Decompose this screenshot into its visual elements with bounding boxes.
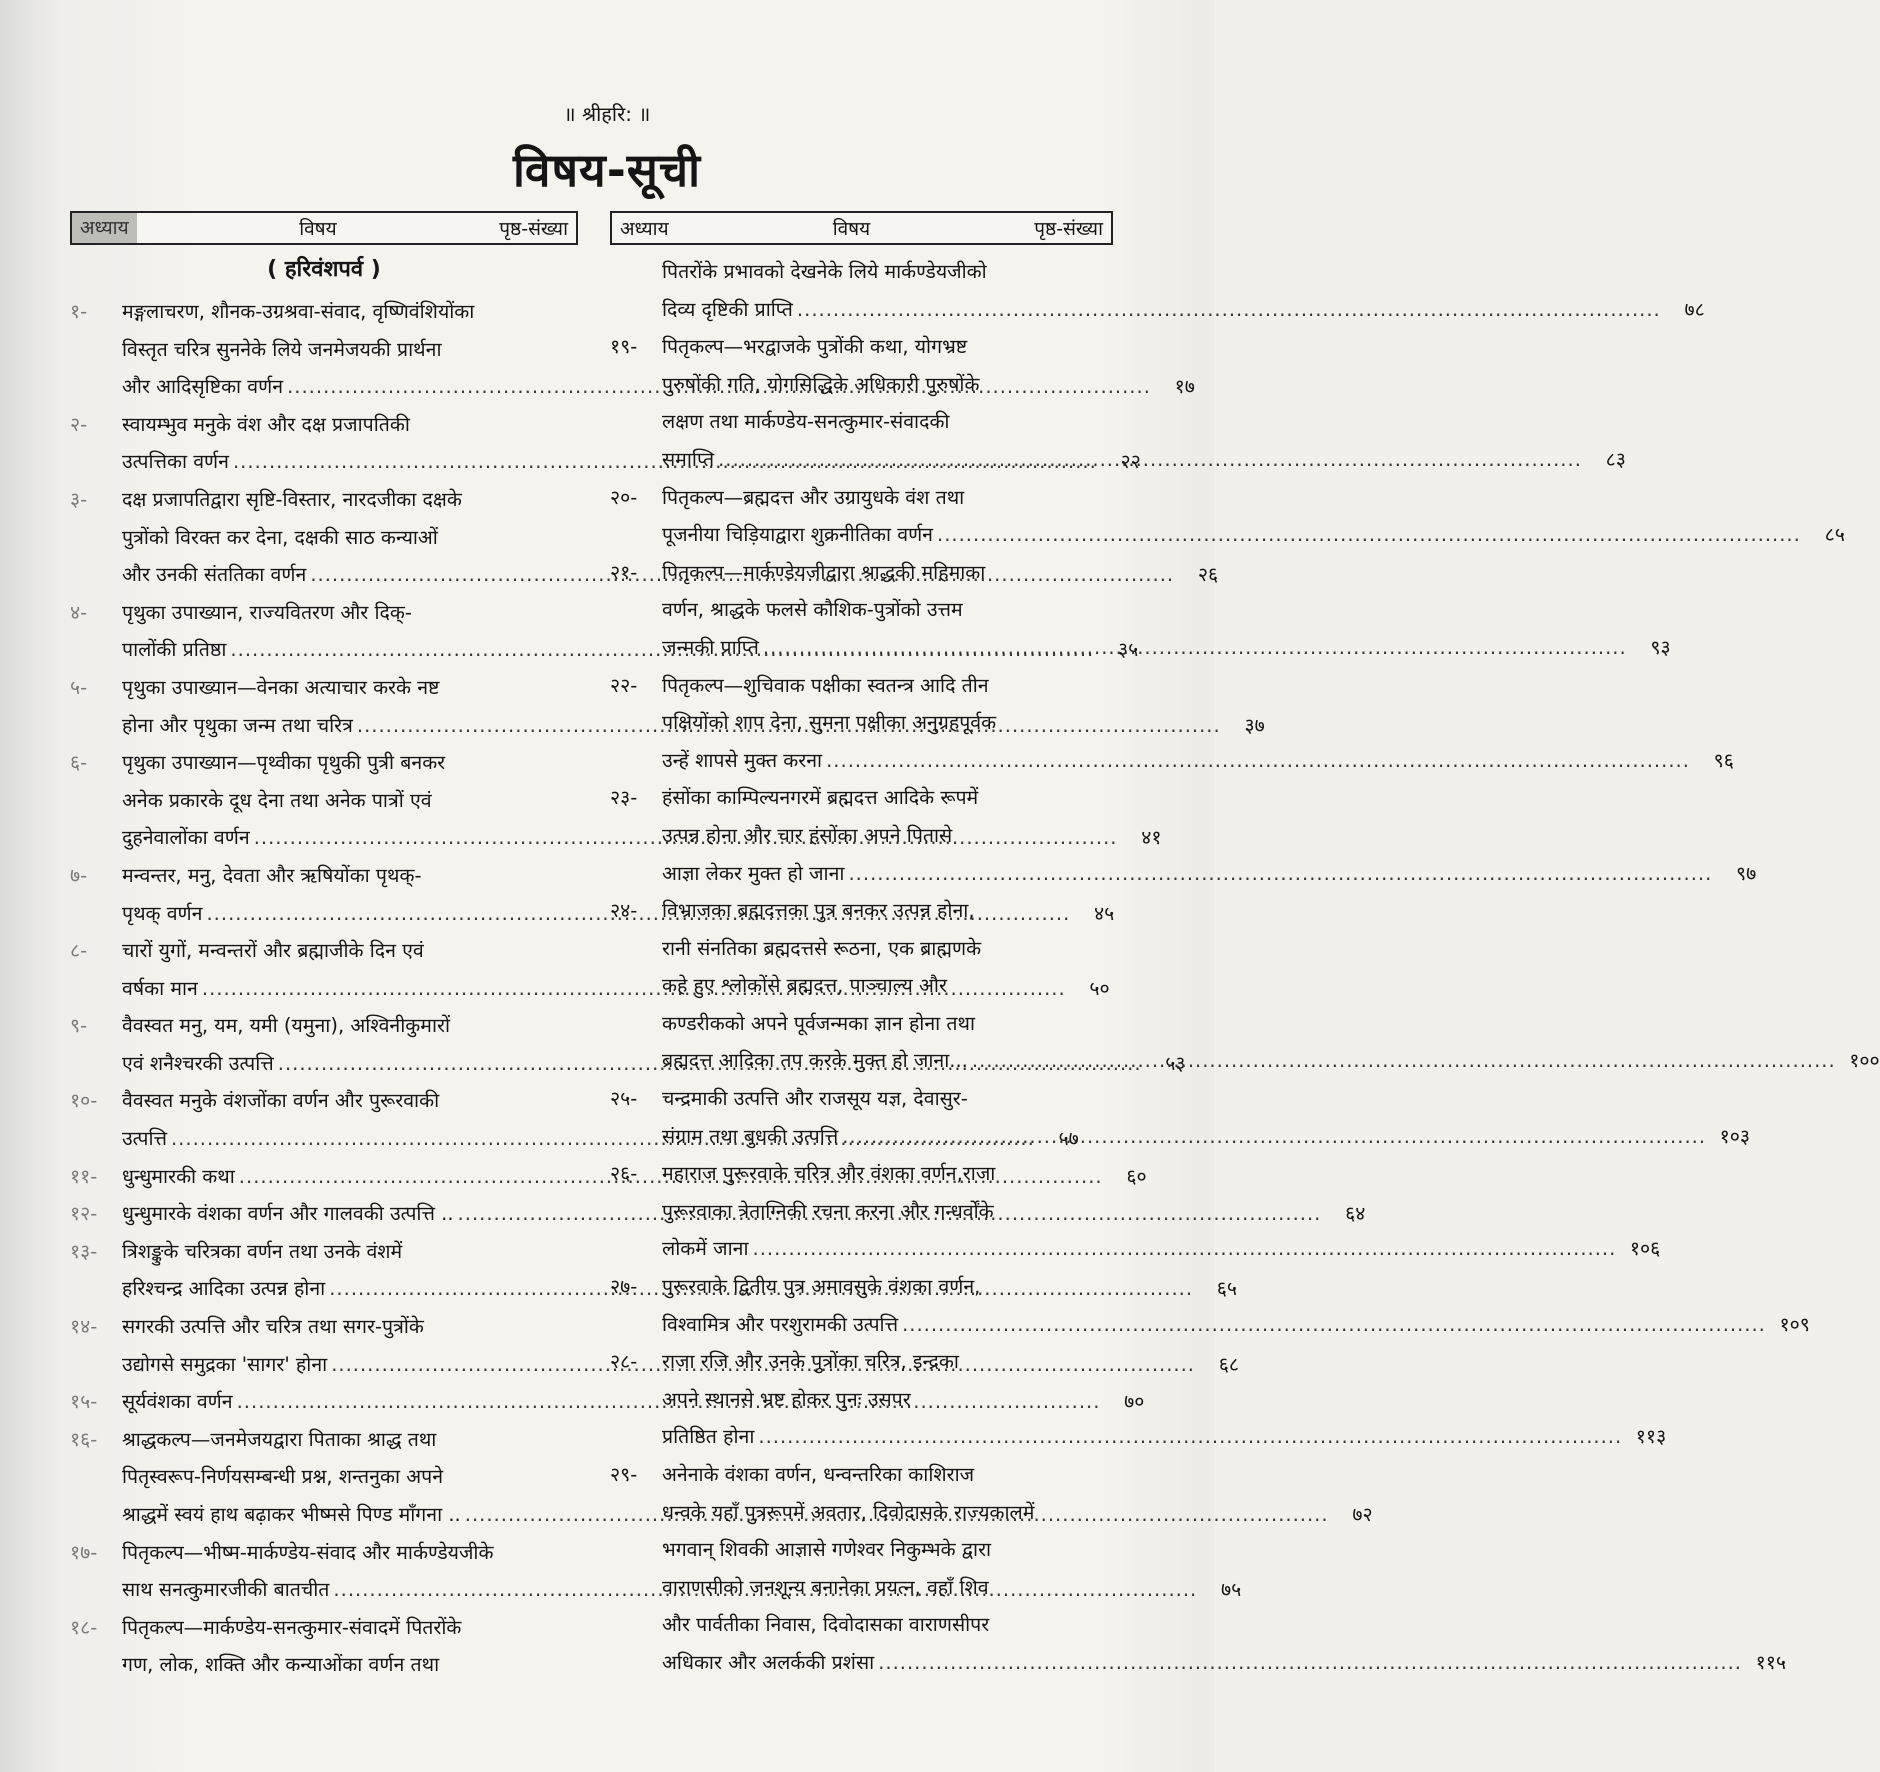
toc-entry (610, 479, 1845, 554)
page-number: ९७ (1736, 861, 1757, 885)
entry-line: ब्रह्मदत्त आदिका तप करके मुक्त हो जाना... (662, 1049, 968, 1073)
entry-line: धुन्धुमारके वंशका वर्णन और गालवकी उत्पत्ति .. (122, 1202, 454, 1226)
entry-line: वाराणसीको जनशून्य बनानेका प्रयत्न, वहाँ शिव (662, 1575, 989, 1599)
entry-line: हरिश्चन्द्र आदिका उत्पन्न होना (122, 1277, 326, 1301)
page-number: ५७ (1058, 1127, 1079, 1151)
entry-line: आज्ञा लेकर मुक्त हो जाना (662, 861, 845, 885)
leader-dots (933, 516, 1805, 554)
chapter-number: २४- (610, 899, 638, 923)
entry-line: अनेनाके वंशका वर्णन, धन्वन्तरिका काशिराज (662, 1463, 975, 1486)
chapter-number: ५- (70, 675, 88, 699)
entry-line: पुरूरवाका त्रेताग्निकी रचना करना और गन्धर्वोंके (662, 1199, 994, 1223)
chapter-number: १९- (610, 335, 638, 359)
chapter-number: ७- (70, 863, 88, 887)
entry-line: गण, लोक, शक्ति और कन्याओंका वर्णन तथा (122, 1653, 440, 1677)
entry-line: पृथुका उपाख्यान—वेनका अत्याचार करके नष्ट (122, 675, 440, 699)
leader-dots (968, 1042, 1840, 1080)
entry-line: दुहनेवालोंका वर्णन (122, 826, 250, 850)
entry-line: उत्पत्तिका वर्णन (122, 450, 229, 474)
entry-line: पृथक् वर्णन (122, 901, 203, 925)
entry-line: विभ्राजका ब्रह्मदत्तका पुत्र बनकर उत्पन्न होना, (662, 899, 975, 923)
page-number: ४५ (1094, 901, 1115, 925)
entry-text (662, 1155, 1660, 1268)
chapter-number: १३- (70, 1239, 98, 1263)
chapter-number: २३- (610, 786, 638, 810)
entry-text (662, 554, 1671, 667)
entry-line: पितृस्वरूप-निर्णयसम्बन्धी प्रश्न, शन्तनुका अपने (122, 1465, 444, 1489)
entry-text (122, 1609, 578, 1684)
entry-line: पूजनीया चिड़ियाद्वारा शुक्रनीतिका वर्णन (662, 523, 934, 547)
entry-line: चन्द्रमाकी उत्पत्ति और राजसूय यज्ञ, देवासुर- (662, 1087, 968, 1111)
entry-line: विस्तृत चरित्र सुननेके लिये जनमेजयकी प्रार्थना (122, 337, 442, 361)
entry-line: उद्योगसे समुद्रका 'सागर' होना (122, 1352, 328, 1376)
entry-line: श्राद्धमें स्वयं हाथ बढ़ाकर भीष्मसे पिण्ड माँगना .. (122, 1503, 461, 1526)
chapter-number: ८- (70, 939, 88, 963)
header-subject: विषय (832, 218, 871, 240)
entry-line: उत्पत्ति (122, 1127, 167, 1151)
chapter-number: २९- (610, 1463, 638, 1486)
entry-line: उत्पन्न होना और चार हंसोंका अपने पितासे (662, 823, 953, 847)
entry-line: एवं शनैश्चरकी उत्पत्ति (122, 1051, 274, 1075)
entry-line: मङ्गलाचरण, शौनक-उग्रश्रवा-संवाद, वृष्णिवंशियोंका (122, 300, 475, 323)
entry-line: पालोंकी प्रतिष्ठा (122, 638, 227, 662)
entry-line: श्राद्धकल्प—जनमेजयद्वारा पिताका श्राद्ध तथा (122, 1427, 437, 1451)
entry-line: चारों युगों, मन्वन्तरों और ब्रह्माजीके दिन एवं (122, 939, 424, 963)
chapter-number: २- (70, 412, 88, 436)
page-number: ९३ (1650, 635, 1671, 659)
chapter-number: ३- (70, 487, 88, 511)
entry-line: विश्वामित्र और परशुरामकी उत्पत्ति (662, 1312, 899, 1336)
chapter-number: १८- (70, 1615, 98, 1639)
leader-dots (874, 1644, 1746, 1682)
leader-dots (793, 291, 1665, 329)
header-page: पृष्ठ-संख्या (499, 218, 568, 240)
page-number: ७२ (1352, 1503, 1373, 1526)
entry-line: समाप्ति (662, 447, 715, 471)
entry-text (662, 779, 1756, 892)
entry-line: वैवस्वत मनु, यम, यमी (यमुना), अश्विनीकुमारों (122, 1014, 451, 1038)
entry-text (662, 479, 1845, 554)
entry-line: पितृकल्प—मार्कण्डेयजीद्वारा श्राद्धकी महिमाका (662, 560, 986, 584)
page-number: १०९ (1779, 1312, 1810, 1336)
chapter-number: १- (70, 300, 88, 323)
entry-line: उन्हें शापसे मुक्त करना (662, 748, 823, 772)
column-header (610, 211, 1113, 245)
page-number: २६ (1197, 563, 1219, 587)
entry-line: अनेक प्रकारके दूध देना तथा अनेक पात्रों एवं (122, 788, 432, 812)
chapter-number: १७- (70, 1540, 98, 1564)
entry-line: वर्णन, श्राद्धके फलसे कौशिक-पुत्रोंको उत्तम (662, 598, 963, 622)
chapter-number: २५- (610, 1087, 638, 1111)
entry-line: पितरोंके प्रभावको देखनेके लिये मार्कण्डेयजीको (662, 260, 987, 283)
chapter-number: २२- (610, 673, 638, 697)
entry-line: दक्ष प्रजापतिद्वारा सृष्टि-विस्तार, नारदजीका दक्षके (122, 487, 462, 511)
entry-line: सगरकी उत्पत्ति और चरित्र तथा सगर-पुत्रोंके (122, 1315, 424, 1339)
header-subject: विषय (299, 218, 337, 240)
entry-line: पृथुका उपाख्यान—पृथ्वीका पृथुकी पुत्री बनकर (122, 751, 446, 775)
entry-line: पितृकल्प—शुचिवाक पक्षीका स्वतन्त्र आदि तीन (662, 673, 989, 697)
entry-line: साथ सनत्कुमारजीकी बातचीत (122, 1578, 330, 1602)
leader-dots (838, 1118, 1710, 1156)
entry-line: भगवान् शिवकी आज्ञासे गणेश्वर निकुम्भके द्वारा (662, 1538, 992, 1562)
entry-line: पृथुका उपाख्यान, राज्यवितरण और दिक्- (122, 600, 412, 624)
page-number: ११३ (1635, 1425, 1667, 1449)
entry-line: अपने स्थानसे भ्रष्ट होकर पुनः उसपर (662, 1387, 911, 1411)
entry-line: वर्षका मान (122, 976, 198, 1000)
page-number: ३७ (1244, 713, 1265, 737)
chapter-number (610, 253, 662, 328)
chapter-number: ९- (70, 1014, 88, 1038)
toc-entry (610, 253, 1705, 328)
chapter-number: ४- (70, 600, 88, 624)
entry-line: धन्वके यहाँ पुत्ररूपमें अवतार, दिवोदासके राज्यकालमें (662, 1500, 1035, 1524)
page-number: २२ (1120, 450, 1141, 474)
page-number: ४१ (1141, 826, 1162, 850)
chapter-number: २७- (610, 1275, 638, 1299)
chapter-number: १२- (70, 1202, 98, 1226)
entry-line: कण्डरीकको अपने पूर्वजन्मका ज्ञान होना तथा (662, 1011, 976, 1035)
chapter-number: १४- (70, 1315, 98, 1339)
entry-text (662, 328, 1626, 478)
page-number: ६५ (1216, 1277, 1238, 1301)
chapter-number: २६- (610, 1162, 638, 1186)
page-number: ११५ (1755, 1650, 1787, 1674)
leader-dots (714, 441, 1586, 479)
entry-line: पितृकल्प—ब्रह्मदत्त और उग्रायुधके वंश तथा (662, 485, 965, 509)
entry-line: सूर्यवंशका वर्णन (122, 1390, 233, 1414)
entry-line: धुन्धुमारकी कथा (122, 1164, 235, 1188)
column-header (70, 211, 578, 245)
entry-line: और आदिसृष्टिका वर्णन (122, 375, 284, 399)
entry-line: पितृकल्प—भीष्म-मार्कण्डेय-संवाद और मार्कण्डेयजीके (122, 1540, 494, 1564)
header-chapter: अध्याय (72, 213, 137, 243)
leader-dots (822, 742, 1694, 780)
toc-entry (610, 1080, 1751, 1155)
entry-line: प्रतिष्ठित होना (662, 1425, 755, 1449)
entry-text (662, 892, 1880, 1080)
entry-text (662, 667, 1734, 780)
chapter-number: ६- (70, 751, 88, 775)
entry-line: पुरूरवाके द्वितीय पुत्र अमावसुके वंशका वर्णन, (662, 1275, 981, 1299)
entry-line: स्वायम्भुव मनुके वंश और दक्ष प्रजापतिकी (122, 412, 410, 436)
leader-dots (759, 629, 1631, 667)
page-number: १०३ (1719, 1124, 1751, 1148)
header-chapter: अध्याय (620, 218, 669, 240)
entry-line: वैवस्वत मनुके वंशजोंका वर्णन और पुरूरवाकी (122, 1089, 440, 1113)
entry-line: पक्षियोंको शाप देना, सुमना पक्षीका अनुग्रहपूर्वक (662, 711, 997, 735)
page-number: ८५ (1824, 523, 1845, 547)
leader-dots (754, 1418, 1626, 1456)
entry-line: और उनकी संततिका वर्णन (122, 563, 307, 587)
header-page: पृष्ठ-संख्या (1034, 218, 1103, 240)
page-number: ७८ (1684, 297, 1705, 321)
entry-line: दिव्य दृष्टिकी प्राप्ति (662, 297, 793, 321)
page-number: ७० (1124, 1390, 1145, 1414)
entry-line: संग्राम तथा बुधकी उत्पत्ति (662, 1124, 839, 1148)
entry-line: और पार्वतीका निवास, दिवोदासका वाराणसीपर (662, 1613, 990, 1637)
page-number: १०६ (1629, 1237, 1661, 1261)
entry-line: अधिकार और अलर्ककी प्रशंसा (662, 1650, 875, 1674)
entry-line: महाराज पुरूरवाके चरित्र और वंशका वर्णन,राजा (662, 1162, 996, 1186)
section-heading: ( हरिवंशपर्व ) (267, 257, 381, 282)
entry-line: पुरुषोंकी गति, योगसिद्धिके अधिकारी पुरुषोंके (662, 372, 980, 396)
entry-line: हंसोंका काम्पिल्यनगरमें ब्रह्मदत्त आदिके रूपमें (662, 786, 979, 810)
leader-dots (844, 855, 1716, 893)
page-number: ७५ (1220, 1578, 1242, 1602)
entry-line: लोकमें जाना (662, 1237, 749, 1261)
page-number: १०० (1849, 1049, 1880, 1073)
entry-line: पुत्रोंको विरक्त कर देना, दक्षकी साठ कन्याओं (122, 525, 438, 549)
invocation: ॥ श्रीहरि: ॥ (563, 102, 651, 126)
entry-line: लक्षण तथा मार्कण्डेय-सनत्कुमार-संवादकी (662, 410, 950, 434)
entry-text (662, 1456, 1786, 1682)
leader-dots (898, 1306, 1770, 1344)
toc-entry (70, 1609, 578, 1684)
chapter-number: १६- (70, 1427, 98, 1451)
page-number: ९६ (1713, 748, 1734, 772)
entry-line: रानी संनतिका ब्रह्मदत्तसे रूठना, एक ब्राह्मणके (662, 936, 982, 960)
entry-line: होना और पृथुका जन्म तथा चरित्र (122, 713, 353, 737)
leader-dots (749, 1230, 1621, 1268)
page-number: ५० (1089, 976, 1110, 1000)
entry-line: पितृकल्प—मार्कण्डेय-सनत्कुमार-संवादमें पितरोंके (122, 1615, 462, 1639)
page-number: ६८ (1218, 1352, 1240, 1376)
page-number: १७ (1174, 375, 1195, 399)
chapter-number: ११- (70, 1164, 98, 1188)
entry-line: जन्मकी प्राप्ति (662, 635, 759, 659)
page-number: ८३ (1605, 447, 1626, 471)
entry-text (662, 1268, 1810, 1343)
chapter-number: १५- (70, 1390, 98, 1414)
entry-line: पितृकल्प—भरद्वाजके पुत्रोंकी कथा, योगभ्रष्ट (662, 335, 968, 359)
page-title: विषय-सूची (512, 143, 702, 197)
entry-text (662, 1080, 1750, 1155)
page-number: ५३ (1165, 1051, 1186, 1075)
page-number: ६० (1126, 1164, 1147, 1188)
page-number: ३५ (1117, 638, 1139, 662)
chapter-number: २८- (610, 1350, 638, 1374)
entry-line: कहे हुए श्लोकोंसे ब्रह्मदत्त, पाञ्चाल्य और (662, 974, 947, 998)
chapter-number: १०- (70, 1089, 98, 1113)
entry-text (662, 253, 1705, 328)
chapter-number: २१- (610, 560, 638, 584)
chapter-number: २०- (610, 485, 638, 509)
entry-line: त्रिशङ्कुके चरित्रका वर्णन तथा उनके वंशमें (122, 1239, 403, 1263)
page-number: ६४ (1345, 1202, 1366, 1226)
entry-line: मन्वन्तर, मनु, देवता और ऋषियोंका पृथक्- (122, 863, 422, 887)
entry-text (662, 1343, 1666, 1456)
entry-line: राजा रजि और उनके पुत्रोंका चरित्र, इन्द्रका (662, 1350, 959, 1374)
